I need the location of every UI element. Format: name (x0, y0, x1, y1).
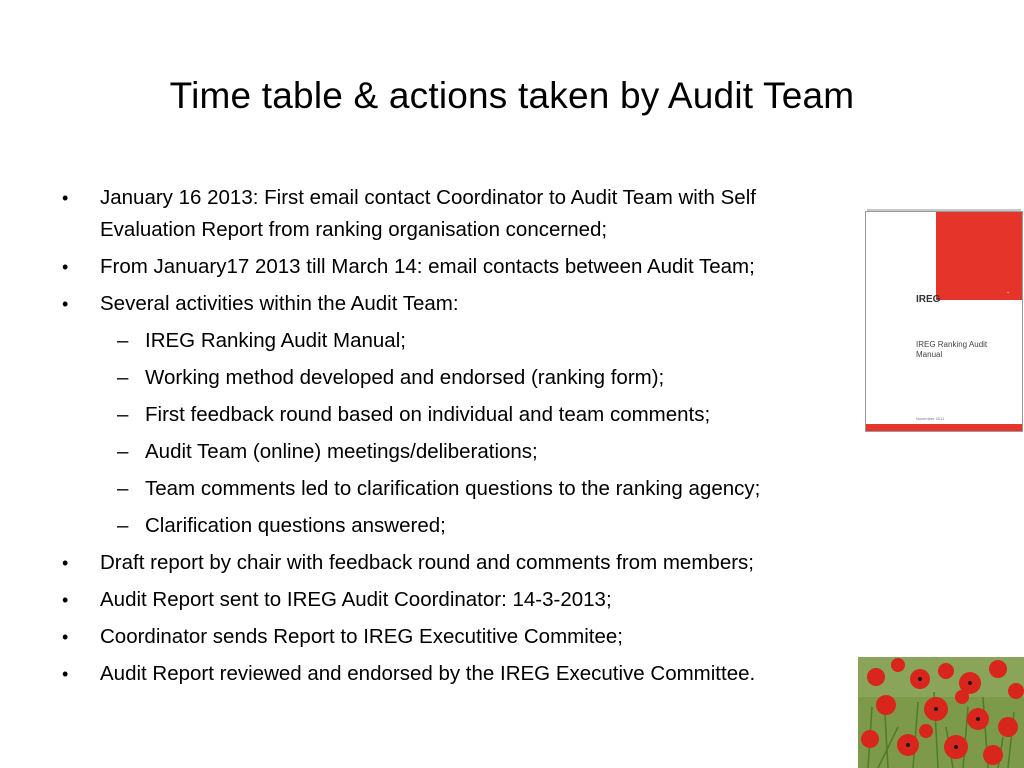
list-item-text: First feedback round based on individual and team comments; (145, 403, 711, 426)
dash-marker: – (117, 403, 129, 426)
list-item-text: Team comments led to clarification questions to the ranking agency; (145, 477, 761, 500)
dash-marker: – (117, 477, 129, 500)
list-item-text: Coordinator sends Report to IREG Executitive Commitee; (100, 625, 623, 648)
list-item-text: Draft report by chair with feedback round and comments from members; (100, 551, 754, 574)
bullet-marker: • (62, 590, 69, 610)
bullet-marker: • (62, 553, 69, 573)
cover-subtitle: Manual (916, 350, 943, 359)
cover-logo: IREG (916, 294, 941, 305)
poppy-field-image (858, 657, 1024, 768)
dash-marker: – (117, 366, 129, 389)
cover-date: November 2011 (916, 416, 945, 421)
dash-marker: – (117, 440, 129, 463)
list-item-text: Evaluation Report from ranking organisation concerned; (100, 218, 608, 241)
list-item-text: Audit Team (online) meetings/deliberations; (145, 440, 538, 463)
dash-marker: – (117, 329, 129, 352)
bullet-marker: • (62, 664, 69, 684)
cover-title: IREG Ranking Audit (916, 340, 988, 349)
cover-red-stripe (866, 424, 1022, 431)
poppy-photo (858, 657, 1024, 768)
bullet-marker: • (62, 627, 69, 647)
list-item-text: Audit Report sent to IREG Audit Coordinator: 14-3-2013; (100, 588, 612, 611)
dash-marker: – (117, 514, 129, 537)
slide-title: Time table & actions taken by Audit Team (169, 75, 855, 116)
list-item-text: Working method developed and endorsed (ranking form); (145, 366, 665, 389)
list-item-text: From January17 2013 till March 14: email contacts between Audit Team; (100, 255, 755, 278)
manual-cover-image (865, 211, 1023, 432)
list-item-text: Several activities within the Audit Team: (100, 292, 459, 315)
bullet-marker: • (62, 294, 69, 314)
list-item-text: Audit Report reviewed and endorsed by the IREG Executive Committee. (100, 662, 756, 685)
bullet-marker: • (62, 188, 69, 208)
list-item-text: January 16 2013: First email contact Coordinator to Audit Team with Self (100, 186, 756, 209)
list-item-text: IREG Ranking Audit Manual; (145, 329, 406, 352)
list-item-text: Clarification questions answered; (145, 514, 446, 537)
bullet-marker: • (62, 257, 69, 277)
